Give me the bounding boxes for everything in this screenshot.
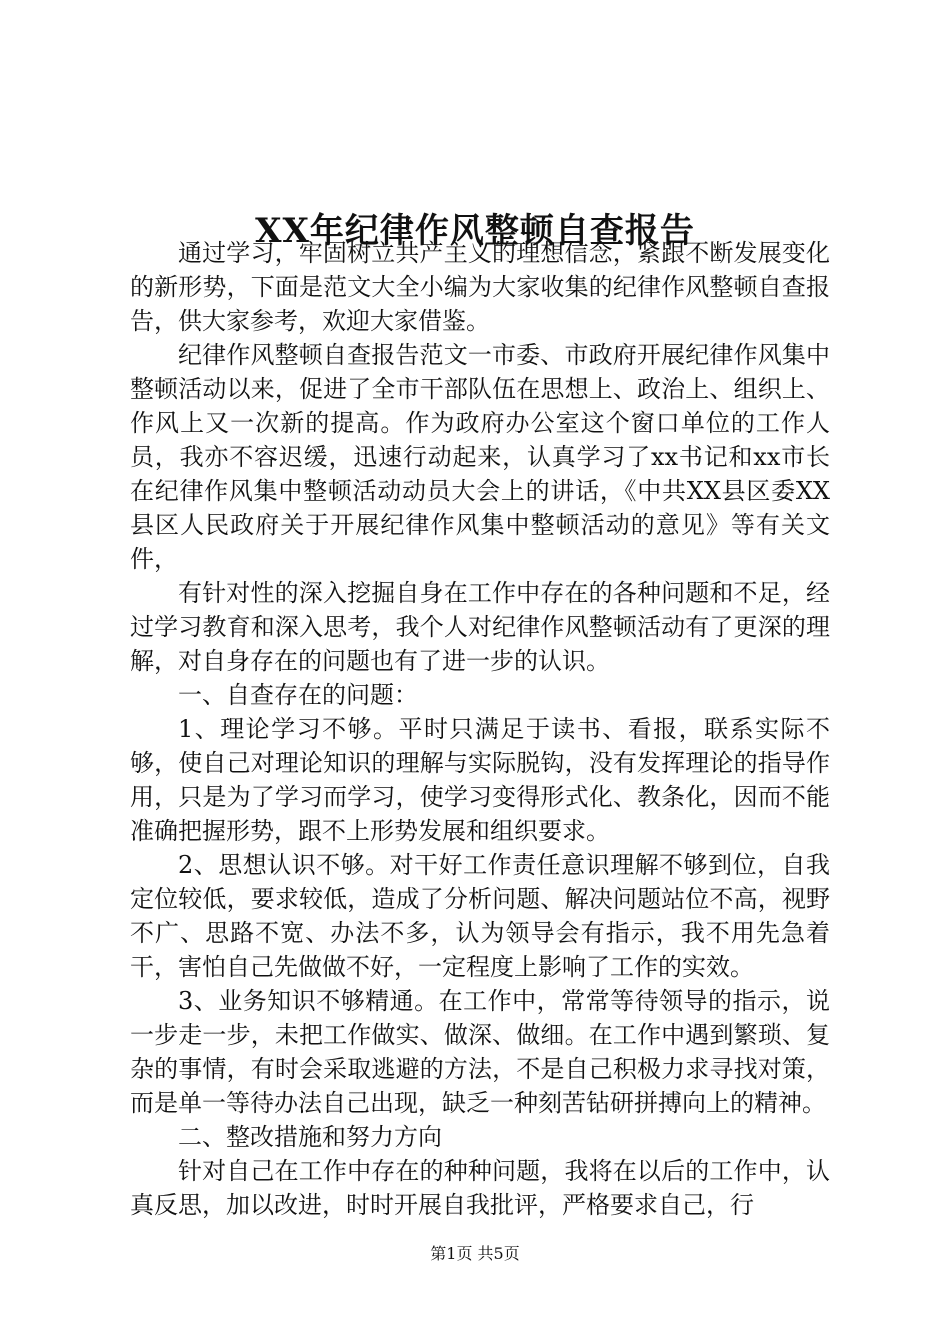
paragraph-intro: 通过学习，牢固树立共产主义的理想信念，紧跟不断发展变化的新形势，下面是范文大全小编为大家收集的纪律作风整顿自查报告，供大家参考，欢迎大家借鉴。 [130, 239, 830, 335]
paragraph-problem-2: 2、思想认识不够。对干好工作责任意识理解不够到位，自我定位较低，要求较低，造成了分析问题、解决问题站位不高，视野不广、思路不宽、办法不多，认为领导会有指示，我不用先急着干，害怕自己先做做不好，一定程度上影响了工作的实效。 [130, 851, 830, 981]
section-heading-problems: 一、自查存在的问题： [178, 681, 418, 709]
page-footer: 第1页 共5页 [430, 1244, 520, 1263]
section-heading-measures: 二、整改措施和努力方向 [178, 1123, 442, 1151]
paragraph-sample-one: 纪律作风整顿自查报告范文一市委、市政府开展纪律作风集中整顿活动以来，促进了全市干部队伍在思想上、政治上、组织上、作风上又一次新的提高。作为政府办公室这个窗口单位的工作人员，我亦不容迟缓，迅速行动起来，认真学习了xx书记和xx市长在纪律作风集中整顿活动动员大会上的讲话，《中共XX县区委XX县区人民政府关于开展纪律作风集中整顿活动的意见》等有关文件， [130, 341, 830, 573]
paragraph-measures: 针对自己在工作中存在的种种问题，我将在以后的工作中，认真反思，加以改进，时时开展自我批评，严格要求自己，行 [130, 1157, 830, 1219]
document-title: XX年纪律作风整顿自查报告 [255, 210, 695, 251]
document-body [130, 236, 830, 1222]
paragraph-reflection: 有针对性的深入挖掘自身在工作中存在的各种问题和不足，经过学习教育和深入思考，我个人对纪律作风整顿活动有了更深的理解，对自身存在的问题也有了进一步的认识。 [130, 579, 830, 675]
paragraph-problem-1: 1、理论学习不够。平时只满足于读书、看报，联系实际不够，使自己对理论知识的理解与实际脱钩，没有发挥理论的指导作用，只是为了学习而学习，使学习变得形式化、教条化，因而不能准确把握形势，跟不上形势发展和组织要求。 [130, 715, 830, 845]
paragraph-problem-3: 3、业务知识不够精通。在工作中，常常等待领导的指示，说一步走一步，未把工作做实、做深、做细。在工作中遇到繁琐、复杂的事情，有时会采取逃避的方法，不是自己积极力求寻找对策，而是单一等待办法自己出现，缺乏一种刻苦钻研拼搏向上的精神。 [130, 987, 830, 1117]
